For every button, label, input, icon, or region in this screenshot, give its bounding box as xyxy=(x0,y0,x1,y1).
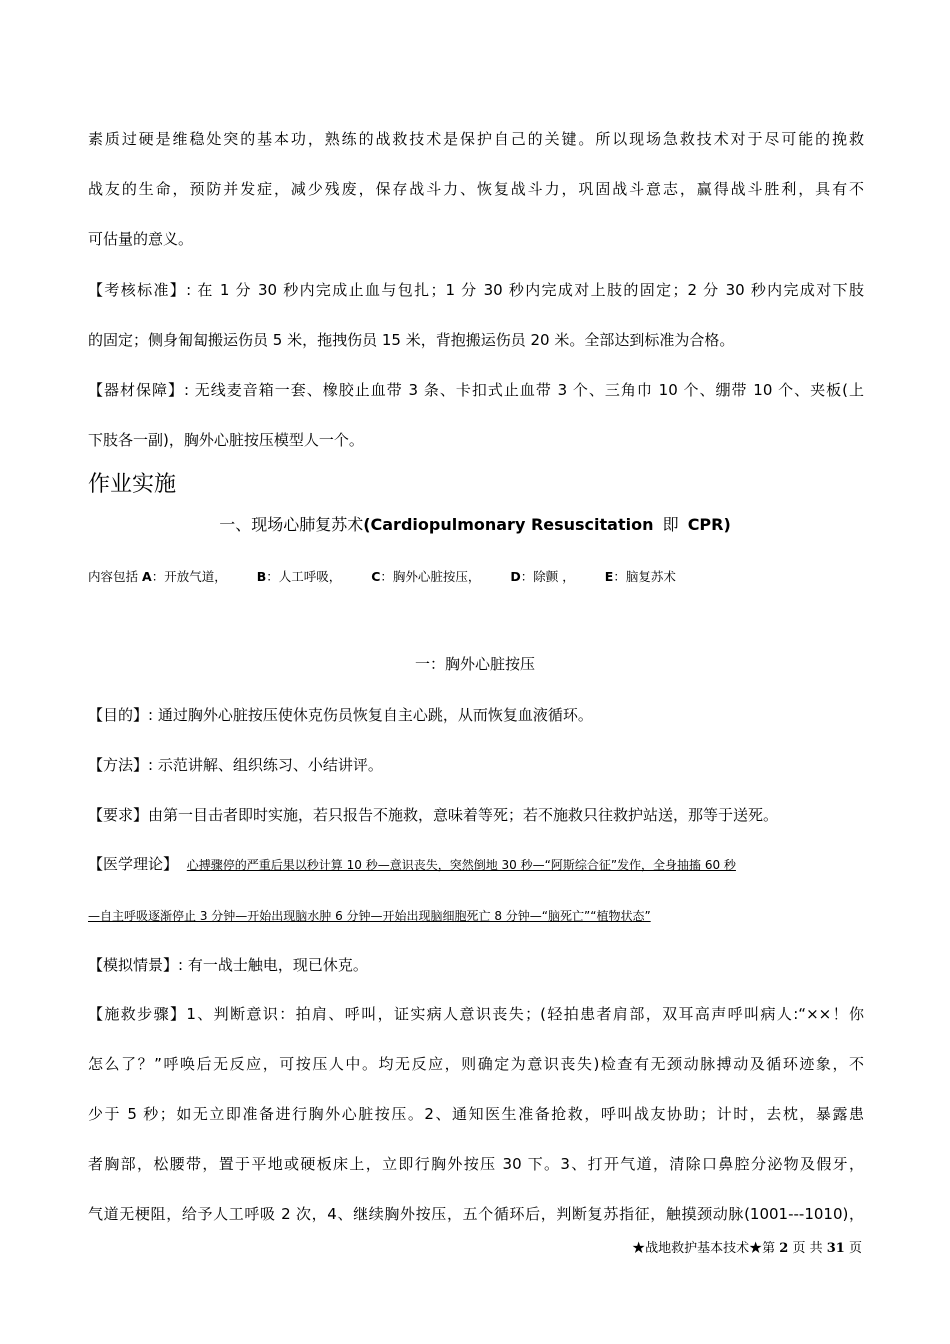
intro-line-2: 战友的生命，预防并发症，减少残废，保存战斗力、恢复战斗力，巩固战斗意志，赢得战斗胜利，具有不 xyxy=(88,180,864,198)
standard-line-2: 的固定；侧身匍匐搬运伤员 5 米，拖拽伤员 15 米，背抱搬运伤员 20 米。全部达到标准为合格。 xyxy=(88,331,735,349)
contents-item-b: B：人工呼吸， xyxy=(256,569,342,584)
footer-page-post: 页 xyxy=(848,1241,862,1256)
cpr-title xyxy=(0,514,950,536)
contents-item-e: E：脑复苏术 xyxy=(604,569,676,584)
section-heading: 作业实施 xyxy=(88,472,177,497)
footer-page-mid: 页 共 xyxy=(792,1241,823,1256)
contents-list xyxy=(88,568,702,586)
cpr-english: (Cardiopulmonary Resuscitation xyxy=(363,515,654,534)
standard-line-1: 【考核标准】: 在 1 分 30 秒内完成止血与包扎；1 分 30 秒内完成对上肢的固定；2 分 30 秒内完成对下肢 xyxy=(88,281,864,299)
footer-page-total: 31 xyxy=(826,1241,845,1256)
contents-item-d: D：除颤 ， xyxy=(510,569,575,584)
steps-line-3: 少于 5 秒；如无立即准备进行胸外心脏按压。2、通知医生准备抢救，呼叫战友协助；计时，去枕，暴露患 xyxy=(88,1105,864,1123)
cpr-prefix: 一、现场心肺复苏术 xyxy=(219,515,364,534)
footer-doc-title: 战地救护基本技术 xyxy=(645,1241,750,1256)
contents-item-c: C：胸外心脏按压， xyxy=(371,569,481,584)
contents-lead: 内容包括 xyxy=(88,569,139,584)
intro-line-1: 素质过硬是维稳处突的基本功，熟练的战救技术是保护自己的关键。所以现场急救技术对于尽可能的挽救 xyxy=(88,130,864,148)
steps-line-4: 者胸部，松腰带，置于平地或硬板床上，立即行胸外按压 30 下。3、打开气道，清除口鼻腔分泌物及假牙， xyxy=(88,1155,864,1173)
steps-line-2: 怎么了？”呼唤后无反应，可按压人中。均无反应，则确定为意识丧失)检查有无颈动脉搏动及循环迹象，不 xyxy=(88,1055,864,1073)
medical-theory-text-2: —自主呼吸逐渐停止 3 分钟—开始出现脑水肿 6 分钟—开始出现脑细胞死亡 8 分钟—“脑死亡”“植物状态” xyxy=(88,909,651,923)
steps-line-1: 【施救步骤】1、判断意识：拍肩、呼叫，证实病人意识丧失；(轻拍患者肩部，双耳高声呼叫病人:“××！你 xyxy=(88,1005,864,1023)
subsection-title: 一：胸外心脏按压 xyxy=(414,655,535,673)
star-icon: ★ xyxy=(749,1241,763,1256)
footer-page-number: 2 xyxy=(779,1241,789,1256)
method-paragraph: 【方法】: 示范讲解、组织练习、小结讲评。 xyxy=(88,756,383,774)
medical-theory-line-1 xyxy=(88,854,864,875)
footer-page-pre: 第 xyxy=(762,1241,776,1256)
contents-item-a: A：开放气道， xyxy=(142,569,227,584)
equipment-line-1: 【器材保障】: 无线麦音箱一套、橡胶止血带 3 条、卡扣式止血带 3 个、三角巾 10 个、绷带 10 个、夹板(上 xyxy=(88,381,864,399)
cpr-abbr: CPR) xyxy=(687,515,731,534)
equipment-line-2: 下肢各一副)，胸外心脏按压模型人一个。 xyxy=(88,431,364,449)
medical-theory-line-2 xyxy=(88,905,864,926)
medical-theory-text-1: 心搏骤停的严重后果以秒计算 10 秒—意识丧失，突然倒地 30 秒—“阿斯综合征”发作，全身抽搐 60 秒 xyxy=(186,858,736,872)
medical-theory-label: 【医学理论】 xyxy=(88,855,179,873)
purpose-paragraph: 【目的】: 通过胸外心脏按压使休克伤员恢复自主心跳，从而恢复血液循环。 xyxy=(88,706,593,724)
cpr-ji: 即 xyxy=(662,515,679,534)
star-icon: ★ xyxy=(632,1241,646,1256)
intro-line-3: 可估量的意义。 xyxy=(88,230,194,248)
requirement-paragraph: 【要求】由第一目击者即时实施，若只报告不施救，意味着等死；若不施救只往救护站送，那等于送死。 xyxy=(88,806,779,824)
scenario-paragraph: 【模拟情景】: 有一战士触电，现已休克。 xyxy=(88,956,368,974)
page-footer xyxy=(632,1240,862,1258)
steps-line-5: 气道无梗阻，给予人工呼吸 2 次，4、继续胸外按压，五个循环后，判断复苏指征，触摸颈动脉(1001---1010)， xyxy=(88,1205,864,1223)
